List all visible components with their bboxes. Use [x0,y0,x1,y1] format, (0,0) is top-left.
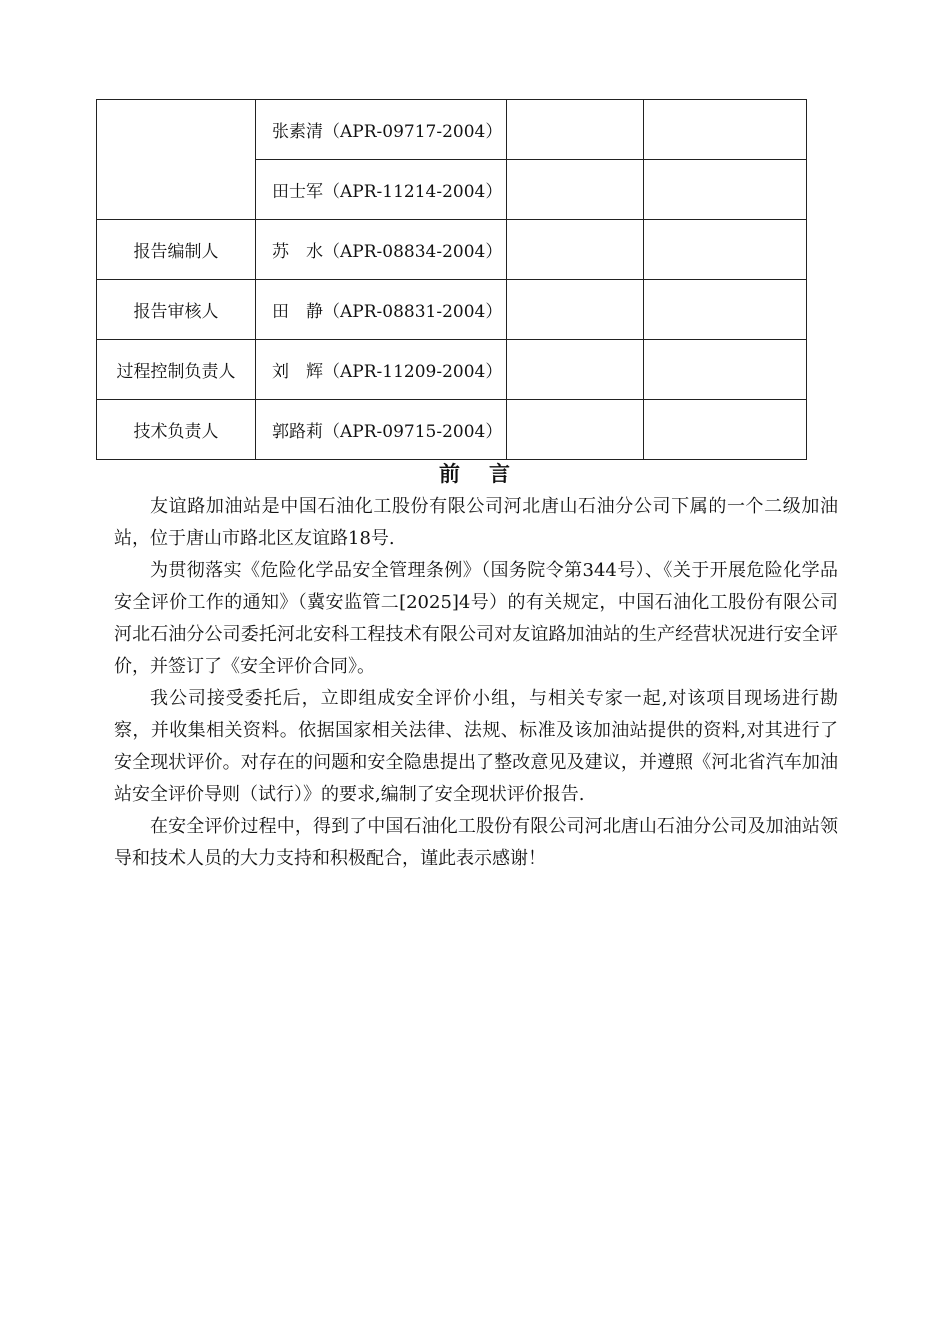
role-cell: 报告审核人 [97,280,256,340]
role-cell: 过程控制负责人 [97,340,256,400]
signature-cell [507,400,644,460]
role-cell [97,100,256,220]
remark-cell [644,220,807,280]
table-row [97,280,807,340]
preface-title-part2: 言 [489,461,511,486]
preface-title [0,458,950,488]
preface-paragraph: 友谊路加油站是中国石油化工股份有限公司河北唐山石油分公司下属的一个二级加油站，位于唐山市路北区友谊路18号. [114,496,838,549]
preface-title-part1: 前 [439,461,461,486]
signature-cell [507,280,644,340]
table-row [97,100,807,160]
role-cell: 技术负责人 [97,400,256,460]
preface-paragraph: 我公司接受委托后，立即组成安全评价小组，与相关专家一起,对该项目现场进行勘察，并收集相关资料。依据国家相关法律、法规、标准及该加油站提供的资料,对其进行了安全现状评价。对存在的问题和安全隐患提出了整改意见及建议，并遵照《河北省汽车加油站安全评价导则（试行）》的要求,编制了安全现状评价报告. [114,688,838,805]
signature-cell [507,220,644,280]
signature-cell [507,340,644,400]
role-cell: 报告编制人 [97,220,256,280]
name-cell: 苏 水（APR-08834-2004） [256,220,507,280]
table-row [97,340,807,400]
preface-body [114,491,838,875]
remark-cell [644,280,807,340]
name-cell: 田士军（APR-11214-2004） [256,160,507,220]
staff-table [96,99,807,460]
signature-cell [507,160,644,220]
name-cell: 刘 辉（APR-11209-2004） [256,340,507,400]
name-cell: 张素清（APR-09717-2004） [256,100,507,160]
remark-cell [644,160,807,220]
remark-cell [644,100,807,160]
table-row [97,220,807,280]
signature-cell [507,100,644,160]
table-row [97,400,807,460]
name-cell: 郭路莉（APR-09715-2004） [256,400,507,460]
remark-cell [644,400,807,460]
preface-paragraph: 在安全评价过程中，得到了中国石油化工股份有限公司河北唐山石油分公司及加油站领导和技术人员的大力支持和积极配合，谨此表示感谢！ [114,816,838,869]
remark-cell [644,340,807,400]
name-cell: 田 静（APR-08831-2004） [256,280,507,340]
preface-paragraph: 为贯彻落实《危险化学品安全管理条例》（国务院令第344号）、《关于开展危险化学品安全评价工作的通知》（冀安监管二[2025]4号）的有关规定，中国石油化工股份有限公司河北石油分公司委托河北安科工程技术有限公司对友谊路加油站的生产经营状况进行安全评价，并签订了《安全评价合同》。 [114,560,838,677]
